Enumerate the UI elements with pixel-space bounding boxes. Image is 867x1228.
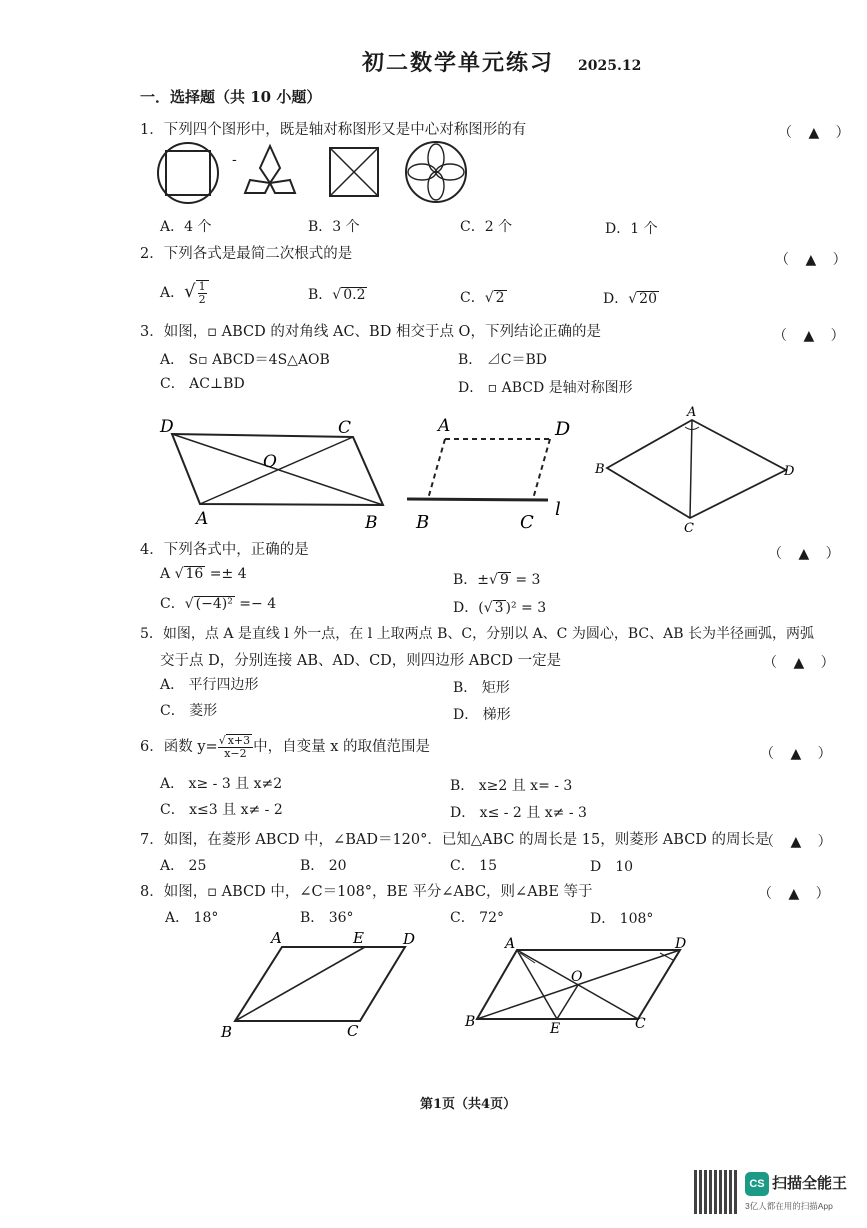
point-label-b: B xyxy=(465,1014,476,1030)
point-label-d: D xyxy=(160,417,174,437)
q4-option-a-label: A xyxy=(160,566,171,582)
q8-option-a: A． 18° xyxy=(165,910,219,926)
sqrt-icon: √ xyxy=(218,734,226,747)
point-label-a: A xyxy=(271,929,282,947)
point-label-a: A xyxy=(438,416,451,436)
q7-stem: 7．如图，在菱形 ABCD 中，∠BAD＝120°．已知△ABC 的周长是 15，则菱形 ABCD 的周长是 xyxy=(140,832,770,848)
q4-a-rest: =± 4 xyxy=(205,566,247,582)
rhombus-figure xyxy=(594,405,795,536)
sqrt-icon: √ xyxy=(332,287,342,303)
sqrt-icon: √ xyxy=(483,600,493,616)
q3-option-a: A． S▫ ABCD＝4S△AOB xyxy=(160,352,330,368)
q7-option-c: C． 15 xyxy=(450,858,497,874)
exam-date: 2025.12 xyxy=(578,58,642,74)
q3-option-b: B． ⊿C＝BD xyxy=(458,352,547,368)
q2-option-b-label: B． xyxy=(308,287,333,303)
sqrt-icon: √ xyxy=(484,290,494,306)
q3-option-d: D． ▫ ABCD 是轴对称图形 xyxy=(458,380,633,396)
q1-option-c: C．2 个 xyxy=(460,219,513,235)
q8-option-d: D． 108° xyxy=(590,911,654,927)
sqrt-icon: √ xyxy=(489,572,498,588)
q1-figures xyxy=(150,138,480,213)
q4-answer-marker: （ ▲ ） xyxy=(768,546,846,562)
q2-option-b xyxy=(308,284,367,304)
q5-option-a: A． 平行四边形 xyxy=(160,677,259,693)
q4-a-radicand: 16 xyxy=(185,566,204,582)
q4-option-b xyxy=(453,569,540,589)
parallelogram-diagonals-figure xyxy=(464,936,686,1037)
q6-option-d: D． x≤ - 2 且 x≠ - 3 xyxy=(450,805,587,821)
q4-b-rest: = 3 xyxy=(510,572,541,588)
q8-option-c: C． 72° xyxy=(450,910,504,926)
q2-option-c xyxy=(460,287,507,307)
q5-option-b: B． 矩形 xyxy=(453,680,510,696)
circle-square-figure xyxy=(158,143,218,203)
q5-option-d: D． 梯形 xyxy=(453,707,511,723)
qr-code-icon xyxy=(694,1170,738,1214)
line-label-l: l xyxy=(555,499,561,520)
point-label-c: C xyxy=(684,521,694,536)
point-label-e: E xyxy=(353,929,364,947)
q4-option-a xyxy=(160,566,247,582)
scanner-app-name: 扫描全能王 xyxy=(772,1175,848,1192)
point-label-o: O xyxy=(263,452,277,472)
q2-option-d-label: D． xyxy=(603,291,629,307)
point-label-a: A xyxy=(505,936,516,952)
q6-stem-post: 中，自变量 x 的取值范围是 xyxy=(253,738,431,755)
point-label-b: B xyxy=(221,1023,233,1041)
q7-answer-marker: （ ▲ ） xyxy=(760,834,838,850)
point-label-a: A xyxy=(687,405,697,420)
camscanner-logo: CS xyxy=(745,1172,769,1196)
q6-denominator: x−2 xyxy=(224,747,247,761)
line-l-figure xyxy=(407,416,570,533)
q8-answer-marker: （ ▲ ） xyxy=(758,886,836,902)
sqrt-icon: √ xyxy=(184,596,194,612)
q4-option-b-label: B．± xyxy=(453,572,490,588)
point-label-b: B xyxy=(595,462,605,477)
q1-option-d: D．1 个 xyxy=(605,221,658,237)
q4-option-d-label: D．( xyxy=(453,600,484,616)
point-label-o: O xyxy=(571,969,583,985)
point-label-c: C xyxy=(338,418,352,438)
q4-option-c-label: C． xyxy=(160,596,185,612)
q6-stem-pre: 6．函数 y= xyxy=(140,738,218,755)
page-title: 初二数学单元练习 xyxy=(362,50,555,76)
sqrt-icon: √ xyxy=(174,566,184,582)
q2-b-radicand: 0.2 xyxy=(343,287,366,303)
q2-answer-marker: （ ▲ ） xyxy=(775,252,853,268)
q1-dash: - xyxy=(232,152,237,168)
point-label-e: E xyxy=(550,1021,561,1037)
circle-petals-figure xyxy=(406,142,466,202)
point-label-c: C xyxy=(347,1022,359,1040)
q5-option-c: C． 菱形 xyxy=(160,703,218,719)
q8-stem: 8．如图，▫ ABCD 中，∠C＝108°，BE 平分∠ABC，则∠ABE 等于 xyxy=(140,884,593,900)
q3-stem: 3．如图，▫ ABCD 的对角线 AC、BD 相交于点 O，下列结论正确的是 xyxy=(140,324,601,340)
point-label-d: D xyxy=(675,936,687,952)
square-diagonals-figure xyxy=(330,148,378,196)
q2-d-radicand: 20 xyxy=(639,291,657,307)
sqrt-icon: √ xyxy=(184,281,196,303)
q4-c-radicand: (−4)² xyxy=(195,596,233,612)
q5-stem-line1: 5．如图，点 A 是直线 l 外一点，在 l 上取两点 B、C，分别以 A、C 为圆心，BC、AB 长为半径画弧，两弧 xyxy=(140,626,814,642)
point-label-d: D xyxy=(403,930,416,948)
q1-option-b: B．3 个 xyxy=(308,219,360,235)
parallelogram-figure xyxy=(159,417,383,533)
q2-option-a-label: A． xyxy=(160,285,185,302)
q5-stem-line2: 交于点 D，分别连接 AB、AD、CD，则四边形 ABCD 一定是 xyxy=(160,653,562,669)
point-label-c: C xyxy=(520,512,534,533)
q6-option-b: B． x≥2 且 x= - 3 xyxy=(450,778,573,794)
q4-option-c xyxy=(160,593,276,613)
page-number: 第1页（共4页） xyxy=(420,1097,517,1112)
q3-option-c: C． AC⊥BD xyxy=(160,376,245,392)
parallelogram-bisector-figure xyxy=(220,929,415,1041)
scanner-tagline: 3亿人都在用的扫描App xyxy=(745,1201,833,1211)
q4-stem: 4．下列各式中，正确的是 xyxy=(140,542,309,558)
q7-option-b: B． 20 xyxy=(300,858,347,874)
point-label-b: B xyxy=(365,513,378,533)
q6-option-a: A． x≥ - 3 且 x≠2 xyxy=(160,776,283,792)
q6-answer-marker: （ ▲ ） xyxy=(760,746,838,762)
q2-option-d xyxy=(603,288,659,308)
q2-c-radicand: 2 xyxy=(495,290,505,306)
q2-option-c-label: C． xyxy=(460,290,485,306)
section-heading: 一．选择题（共 10 小题） xyxy=(140,88,322,106)
q3-answer-marker: （ ▲ ） xyxy=(773,328,851,344)
q2-option-a xyxy=(160,280,209,305)
q6-stem xyxy=(140,734,430,760)
point-label-a: A xyxy=(196,509,209,529)
q4-d-rest: )² = 3 xyxy=(505,600,547,616)
q6-numerator: x+3 xyxy=(227,734,251,747)
q2-a-denominator: 2 xyxy=(198,292,206,306)
q2-a-numerator: 1 xyxy=(198,280,206,293)
q1-stem: 1．下列四个图形中，既是轴对称图形又是中心对称图形的有 xyxy=(140,122,527,138)
q2-stem: 2．下列各式是最简二次根式的是 xyxy=(140,246,353,262)
point-label-d: D xyxy=(784,464,795,479)
q4-d-radicand: 3 xyxy=(494,600,504,616)
q5-answer-marker: （ ▲ ） xyxy=(763,655,841,671)
q8-figures xyxy=(215,928,705,1043)
q1-option-a: A．4 个 xyxy=(160,219,212,235)
q1-answer-marker: （ ▲ ） xyxy=(778,125,856,141)
q8-option-b: B． 36° xyxy=(300,910,354,926)
q4-b-radicand: 9 xyxy=(499,572,509,588)
q4-c-rest: =− 4 xyxy=(234,596,277,612)
point-label-d: D xyxy=(555,418,571,440)
q6-option-c: C． x≤3 且 x≠ - 2 xyxy=(160,802,283,818)
q7-option-a: A． 25 xyxy=(160,858,207,874)
point-label-b: B xyxy=(416,512,430,533)
q3-q5-q7-figures xyxy=(150,400,830,540)
sqrt-icon: √ xyxy=(628,291,638,307)
three-rhombus-figure xyxy=(245,146,295,193)
q4-option-d xyxy=(453,597,546,617)
point-label-c: C xyxy=(635,1016,646,1032)
q7-option-d: D 10 xyxy=(590,859,634,875)
